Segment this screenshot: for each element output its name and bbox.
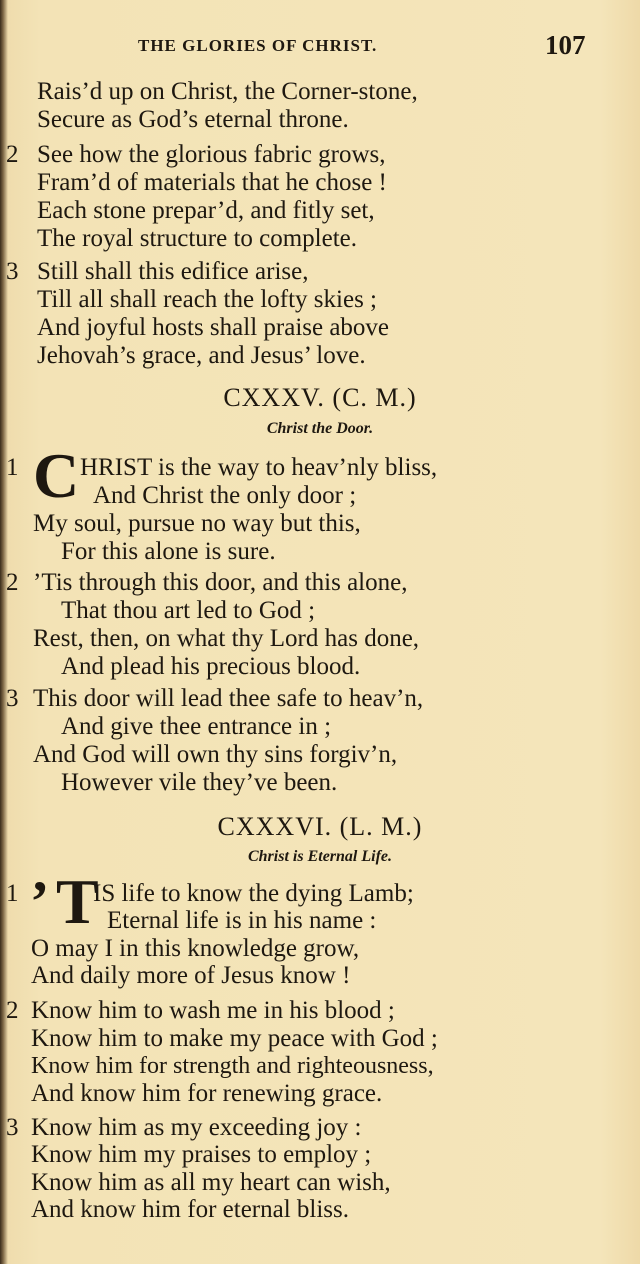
- verse-line: The royal structure to complete.: [37, 225, 358, 252]
- verse-line: Each stone prepar’d, and fitly set,: [37, 197, 375, 224]
- verse-line: HRIST is the way to heav’nly bliss,: [80, 454, 438, 481]
- verse-line: Still shall this edifice arise,: [37, 258, 309, 285]
- verse-line: Fram’d of materials that he chose !: [37, 169, 387, 196]
- verse-line: Know him to make my peace with God ;: [31, 1025, 438, 1052]
- stanza-number: 2: [6, 997, 19, 1024]
- drop-cap: C: [33, 440, 80, 511]
- verse-line: Know him my praises to employ ;: [31, 1141, 372, 1168]
- running-head: THE GLORIES OF CHRIST.: [138, 36, 378, 55]
- hymn-subtitle: Christ the Door.: [266, 420, 374, 437]
- verse-line: IS life to know the dying Lamb;: [93, 880, 414, 907]
- verse-line: Know him as my exceeding joy :: [31, 1114, 362, 1141]
- verse-line: And plead his precious blood.: [61, 653, 361, 680]
- verse-line: And Christ the only door ;: [93, 482, 357, 509]
- hymn-title: CXXXV. (C. M.): [223, 383, 417, 412]
- verse-line: However vile they’ve been.: [61, 769, 338, 796]
- verse-line: Know him for strength and righteousness,: [31, 1053, 434, 1079]
- drop-cap: T: [56, 866, 99, 937]
- stanza-number: 3: [6, 685, 19, 712]
- verse-line: O may I in this knowledge grow,: [31, 935, 360, 962]
- stanza-number: 1: [6, 454, 19, 481]
- verse-line: And God will own thy sins forgiv’n,: [33, 741, 398, 768]
- page-header: [0, 30, 640, 60]
- page-number: 107: [545, 30, 586, 60]
- quote-mark: ’: [30, 869, 50, 934]
- verse-line: And know him for renewing grace.: [31, 1080, 383, 1107]
- stanza-number: 2: [6, 569, 19, 596]
- verse-line: Eternal life is in his name :: [107, 907, 377, 934]
- stanza-number: 3: [6, 1114, 19, 1141]
- verse-line: My soul, pursue no way but this,: [33, 510, 361, 537]
- hymn-title: CXXXVI. (L. M.): [217, 812, 423, 841]
- verse-line: Secure as God’s eternal throne.: [37, 106, 349, 133]
- stanza-number: 3: [6, 258, 19, 285]
- verse-line: Till all shall reach the lofty skies ;: [37, 286, 378, 313]
- verse-line: That thou art led to God ;: [61, 597, 316, 624]
- verse-line: Jehovah’s grace, and Jesus’ love.: [37, 342, 366, 369]
- verse-line: Know him to wash me in his blood ;: [31, 997, 395, 1024]
- verse-line: This door will lead thee safe to heav’n,: [33, 685, 424, 712]
- verse-line: See how the glorious fabric grows,: [37, 141, 386, 168]
- verse-line: Rais’d up on Christ, the Corner-stone,: [37, 78, 418, 105]
- stanza-number: 2: [6, 141, 19, 168]
- verse-line: And joyful hosts shall praise above: [37, 314, 390, 341]
- stanza-number: 1: [6, 880, 19, 907]
- hymn-subtitle: Christ is Eternal Life.: [247, 848, 393, 865]
- verse-line: And know him for eternal bliss.: [31, 1196, 350, 1223]
- verse-line: And daily more of Jesus know !: [31, 962, 351, 989]
- verse-line: Rest, then, on what thy Lord has done,: [33, 625, 420, 652]
- verse-line: Know him as all my heart can wish,: [31, 1169, 391, 1196]
- verse-line: For this alone is sure.: [61, 538, 276, 565]
- verse-line: ’Tis through this door, and this alone,: [33, 569, 408, 596]
- verse-line: And give thee entrance in ;: [61, 713, 332, 740]
